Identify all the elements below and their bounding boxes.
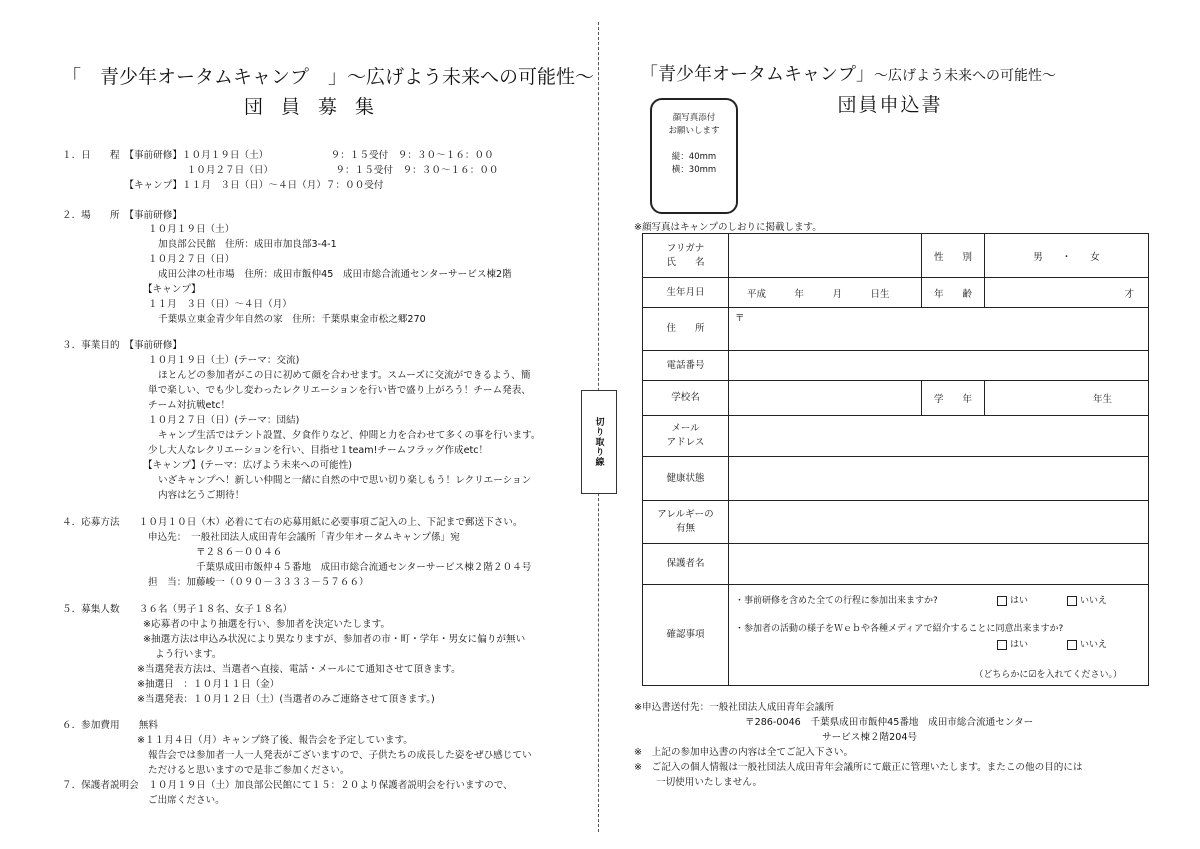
- detail-line: １０月２７日（日） ９：１５受付 ９：３０～１６：００: [62, 165, 499, 176]
- detail-line: ４．応募方法 １０月１０日（木）必着にて右の応募用紙に必要事項ご記入の上、下記まで郵送下さい。: [62, 517, 523, 528]
- detail-line: 【キャンプ】(テーマ：広げよう未来への可能性): [143, 460, 353, 471]
- detail-line: 申込先： 一般社団法人成田青年会議所「青少年オータムキャンプ係」宛: [148, 532, 460, 543]
- detail-line: ご出席ください。: [148, 795, 225, 806]
- q1-no-checkbox[interactable]: [1067, 596, 1077, 606]
- email-field[interactable]: [729, 416, 1149, 457]
- detail-line: ただけると思いますので是非ご参加ください。: [148, 765, 350, 776]
- question-1: ・事前研修を含めた全ての行程に参加出来ますか?: [735, 596, 938, 606]
- detail-line: ５．募集人数 ３６名（男子１８名、女子１８名）: [62, 604, 293, 615]
- name-label: 氏 名: [666, 256, 705, 268]
- detail-line: チーム対抗戦etc！: [148, 400, 231, 411]
- detail-line: ※当選発表：１０月１２日（土）(当選者のみご連絡させて頂きます。): [137, 694, 435, 705]
- detail-line: 単で楽しい、でも少し変わったレクリエーションを行い皆で盛り上がろう！チーム発表、: [148, 385, 531, 396]
- school-label: 学校名: [643, 381, 729, 416]
- detail-line: ２．場 所 【事前研修】: [62, 210, 182, 221]
- q2-yes-label: はい: [1010, 640, 1029, 650]
- photo-text-1: 顔写真添付: [672, 113, 716, 123]
- detail-line: １０月１９日（土）(テーマ：交流): [148, 355, 300, 366]
- allergy-label-2: 有無: [675, 523, 695, 534]
- detail-line: ３．事業目的 【事前研修】: [62, 340, 182, 351]
- detail-line: ※抽選方法は申込み状況により異なりますが、参加者の市・町・学年・男女に偏りが無い: [143, 634, 526, 645]
- confirm-field: [729, 585, 1149, 686]
- email-label-2: アドレス: [666, 437, 705, 448]
- grade-field[interactable]: 年生: [985, 381, 1149, 416]
- age-label: 年 齢: [922, 278, 985, 308]
- detail-line: １．日 程 【事前研修】１０月１９日（土） ９：１５受付 ９：３０～１６：００: [62, 150, 494, 161]
- check-instruction: （どちらかに☑を入れてください。）: [974, 670, 1122, 680]
- right-title-sub: ～広げよう未来への可能性～: [874, 68, 1056, 84]
- right-title-main: 「青少年オータムキャンプ」: [640, 64, 874, 85]
- email-label-cell: [643, 416, 729, 457]
- left-title: 「 青少年オータムキャンプ 」～広げよう未来への可能性～: [62, 66, 595, 88]
- detail-line: ７．保護者説明会 １０月１９日（土）加良部公民館にて１５：２０より保護者説明会を行いますので、: [62, 780, 513, 791]
- q2-no-option[interactable]: [1067, 637, 1107, 650]
- detail-line: ※抽選日 ：１０月１１日（金）: [137, 679, 280, 690]
- detail-line: 担 当：加藤峻一（０９０－３３３３－５７６６）: [148, 577, 369, 588]
- detail-line: １０月１９日（土）: [148, 224, 235, 235]
- note-line: サービス棟２階204号: [822, 732, 918, 743]
- grade-label: 学 年: [922, 381, 985, 416]
- left-subtitle: 団 員 募 集: [243, 96, 381, 118]
- detail-line: 成田公津の杜市場 住所：成田市飯仲45 成田市総合流通センターサービス棟2階: [158, 269, 512, 280]
- detail-line: いざキャンプへ！新しい仲間と一緒に自然の中で思い切り楽しもう！レクリエーション: [158, 475, 532, 486]
- note-line: ※申込書送付先：一般社団法人成田青年会議所: [634, 702, 834, 713]
- photo-text-2: お願いします: [668, 126, 720, 136]
- detail-line: 【キャンプ】: [143, 284, 201, 295]
- age-field[interactable]: 才: [985, 278, 1149, 308]
- detail-line: ※当選発表方法は、当選者へ直接、電話・メールにて通知させて頂きます。: [137, 664, 461, 675]
- note-line: 〒286-0046 千葉県成田市飯仲45番地 成田市総合流通センター: [745, 717, 1034, 728]
- q1-yes-option[interactable]: [997, 593, 1028, 606]
- furigana-label: フリガナ: [666, 242, 705, 254]
- detail-line: １０月２７日（日）: [148, 254, 235, 265]
- guardian-label: 保護者名: [643, 544, 729, 585]
- detail-line: 報告会では参加者一人一人発表がございますので、子供たちの成長した姿をぜひ感じてい: [148, 750, 532, 761]
- cut-line-label: 切り取り線: [593, 417, 604, 467]
- birth-field[interactable]: 平成 年 月 日生: [729, 278, 922, 308]
- allergy-field[interactable]: [729, 501, 1149, 544]
- cut-line-label-box: [581, 390, 617, 494]
- health-label: 健康状態: [643, 457, 729, 501]
- photo-note: ※顔写真はキャンプのしおりに掲載します。: [634, 222, 822, 233]
- allergy-label-cell: [643, 501, 729, 544]
- health-field[interactable]: [729, 457, 1149, 501]
- detail-line: １０月２７日（日）(テーマ：団結): [148, 415, 300, 426]
- note-line: ※ ご記入の個人情報は一般社団法人成田青年会議所にて厳正に管理いたします。またこの他の目的には: [634, 762, 1083, 773]
- application-form-title: 団員申込書: [837, 94, 943, 116]
- q2-no-label: いいえ: [1080, 640, 1108, 650]
- school-field[interactable]: [729, 381, 922, 416]
- phone-field[interactable]: [729, 351, 1149, 381]
- phone-label: 電話番号: [643, 351, 729, 381]
- detail-line: 内容は乞うご期待！: [158, 490, 245, 501]
- gender-label: 性 別: [922, 234, 985, 278]
- name-field[interactable]: [729, 234, 922, 278]
- detail-line: キャンプ生活ではテント設置、夕食作りなど、仲間と力を合わせて多くの事を行います。: [158, 430, 541, 441]
- allergy-label-1: アレルギーの: [657, 509, 714, 520]
- detail-line: 〒２８６－００４６: [148, 547, 283, 558]
- detail-line: ６．参加費用 無料: [62, 720, 158, 731]
- photo-height: 縦：40mm: [671, 152, 717, 162]
- email-label-1: メール: [671, 423, 700, 434]
- photo-placeholder: [650, 98, 738, 214]
- guardian-field[interactable]: [729, 544, 1149, 585]
- detail-line: ほとんどの参加者がこの日に初めて顔を合わせます。スムーズに交流ができるよう、簡: [158, 370, 531, 381]
- q1-yes-checkbox[interactable]: [997, 596, 1007, 606]
- detail-line: 【キャンプ】１１月 ３日（日）～４日（月）７：００受付: [62, 180, 384, 191]
- q1-no-option[interactable]: [1067, 593, 1107, 606]
- question-2: ・参加者の活動の様子をＷｅｂや各種メディアで紹介することに同意出来ますか?: [735, 624, 1064, 634]
- detail-line: 加良部公民館 住所：成田市加良部3-4-1: [158, 239, 337, 250]
- detail-line: ※１１月４日（月）キャンプ終了後、報告会を予定しています。: [137, 735, 413, 746]
- q1-no-label: いいえ: [1080, 596, 1108, 606]
- q1-yes-label: はい: [1010, 596, 1029, 606]
- name-label-cell: [643, 234, 729, 278]
- detail-line: よう行います。: [155, 649, 222, 660]
- q2-yes-option[interactable]: [997, 637, 1028, 650]
- application-form: [642, 233, 1149, 686]
- detail-line: 千葉県成田市飯仲４５番地 成田市総合流通センターサービス棟２階２０４号: [148, 562, 532, 573]
- confirm-label: 確認事項: [643, 585, 729, 686]
- address-label: 住 所: [643, 308, 729, 351]
- gender-field[interactable]: 男 ・ 女: [985, 234, 1149, 278]
- q2-no-checkbox[interactable]: [1067, 640, 1077, 650]
- note-line: ※ 上記の参加申込書の内容は全てご記入下さい。: [634, 747, 854, 758]
- detail-line: 少し大人なレクリエーションを行い、目指せ１team!チームフラッグ作成etc！: [148, 445, 489, 456]
- birth-label: 生年月日: [643, 278, 729, 308]
- address-field[interactable]: 〒: [729, 308, 1149, 351]
- note-line: 一切使用いたしません。: [656, 777, 763, 788]
- photo-width: 横：30mm: [671, 165, 717, 175]
- detail-line: １１月 ３日（日）～４日（月）: [148, 299, 292, 310]
- right-title: [640, 60, 1140, 86]
- detail-line: 千葉県立東金青少年自然の家 住所：千葉県東金市松之郷270: [158, 314, 426, 325]
- q2-yes-checkbox[interactable]: [997, 640, 1007, 650]
- detail-line: ※応募者の中より抽選を行い、参加者を決定いたします。: [143, 619, 391, 630]
